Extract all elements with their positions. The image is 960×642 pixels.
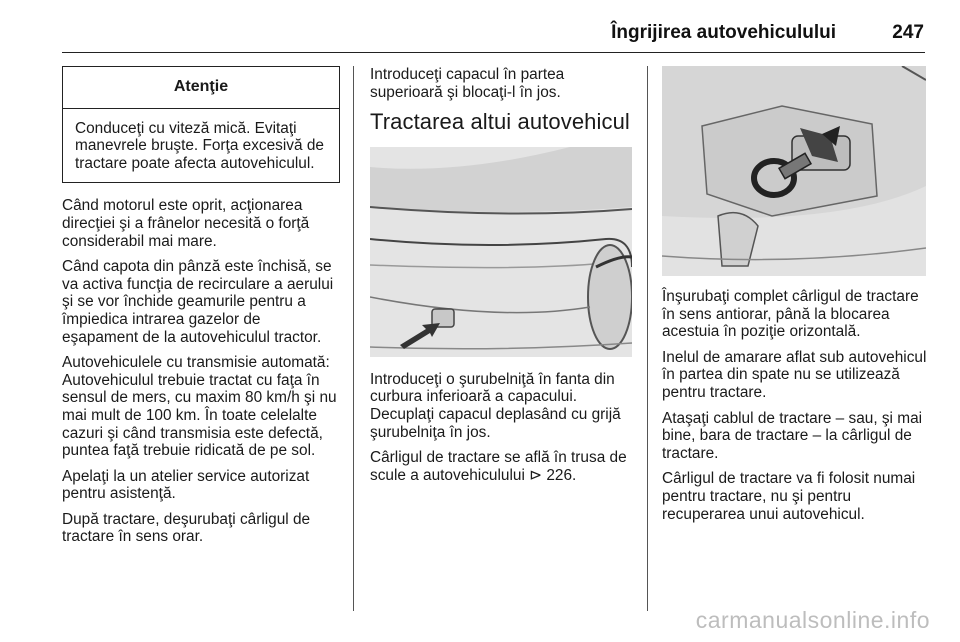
header-rule: [62, 52, 925, 53]
right-paragraph: Inelul de amarare aflat sub autovehicul în partea din spate nu se utilizează pentru tractare.: [662, 348, 927, 401]
section-title: Tractarea altui autovehicul: [370, 109, 630, 135]
warning-title: Atenţie: [63, 67, 339, 109]
page-reference: 226.: [546, 466, 577, 484]
middle-intro: Introduceţi capacul în partea superioară şi blocaţi-l în jos.: [370, 66, 565, 101]
left-paragraph: Când motorul este oprit, acţionarea direcţiei şi a frânelor necesită o forţă considerabil mai mare.: [62, 197, 310, 250]
rear-bumper-drawing: [370, 147, 632, 357]
towing-eye-drawing: [662, 66, 926, 276]
left-paragraph: Autovehiculele cu transmisie automată: Autovehiculul trebuie tractat cu faţa în sensul de mers, cu maxim 80 km/h şi nu mai mult de 100 km. În toate celelalte cazuri şi când transmisia este defectă, puntea faţă trebuie ridicată de pe sol.: [62, 354, 337, 460]
left-paragraph: După tractare, deşurubaţi cârligul de tractare în sens orar.: [62, 510, 311, 546]
column-divider-left: [353, 66, 354, 611]
right-paragraph: Înşurubaţi complet cârligul de tractare în sens antiorar, până la blocarea acestuia în poziţie orizontală.: [662, 288, 919, 341]
towing-eye-illustration: [662, 66, 926, 276]
watermark: carmanualsonline.info: [695, 607, 930, 633]
header-title: Îngrijirea autovehiculului: [611, 22, 836, 43]
page-ref-arrow-icon: ⊳: [529, 466, 543, 484]
middle-column: [370, 66, 635, 492]
left-paragraph: Apelaţi la un atelier service autorizat pentru asistenţă.: [62, 467, 310, 503]
left-paragraph: Când capota din pânză este închisă, se va activa funcţia de recirculare a aerului şi se vor închide geamurile pentru a împiedica intrarea gazelor de eşapament de la autovehiculul tractor.: [62, 258, 334, 346]
warning-box: [62, 66, 340, 183]
middle-paragraph: Introduceţi o şurubelniţă în fanta din curbura inferioară a capacului. Decuplaţi capacul deplasând cu grijă şurubelniţa în jos.: [370, 370, 621, 441]
warning-body: Conduceţi cu viteză mică. Evitaţi manevrele bruşte. Forţa excesivă de tractare poate afecta autovehiculul.: [75, 119, 324, 172]
right-paragraph: Cârligul de tractare va fi folosit numai pentru tractare, nu şi pentru recuperarea unui autovehicul.: [662, 470, 916, 523]
right-paragraph: Ataşaţi cablul de tractare – sau, şi mai bine, bara de tractare – la cârligul de tractare.: [662, 409, 923, 462]
page-number: 247: [892, 22, 924, 43]
right-column: [662, 66, 927, 531]
middle-paragraph-ref: Cârligul de tractare se află în trusa de scule a autovehiculului ⊳ 226.: [370, 449, 627, 484]
rear-bumper-illustration: [370, 147, 632, 357]
column-divider-right: [647, 66, 648, 611]
left-column: [62, 66, 340, 554]
